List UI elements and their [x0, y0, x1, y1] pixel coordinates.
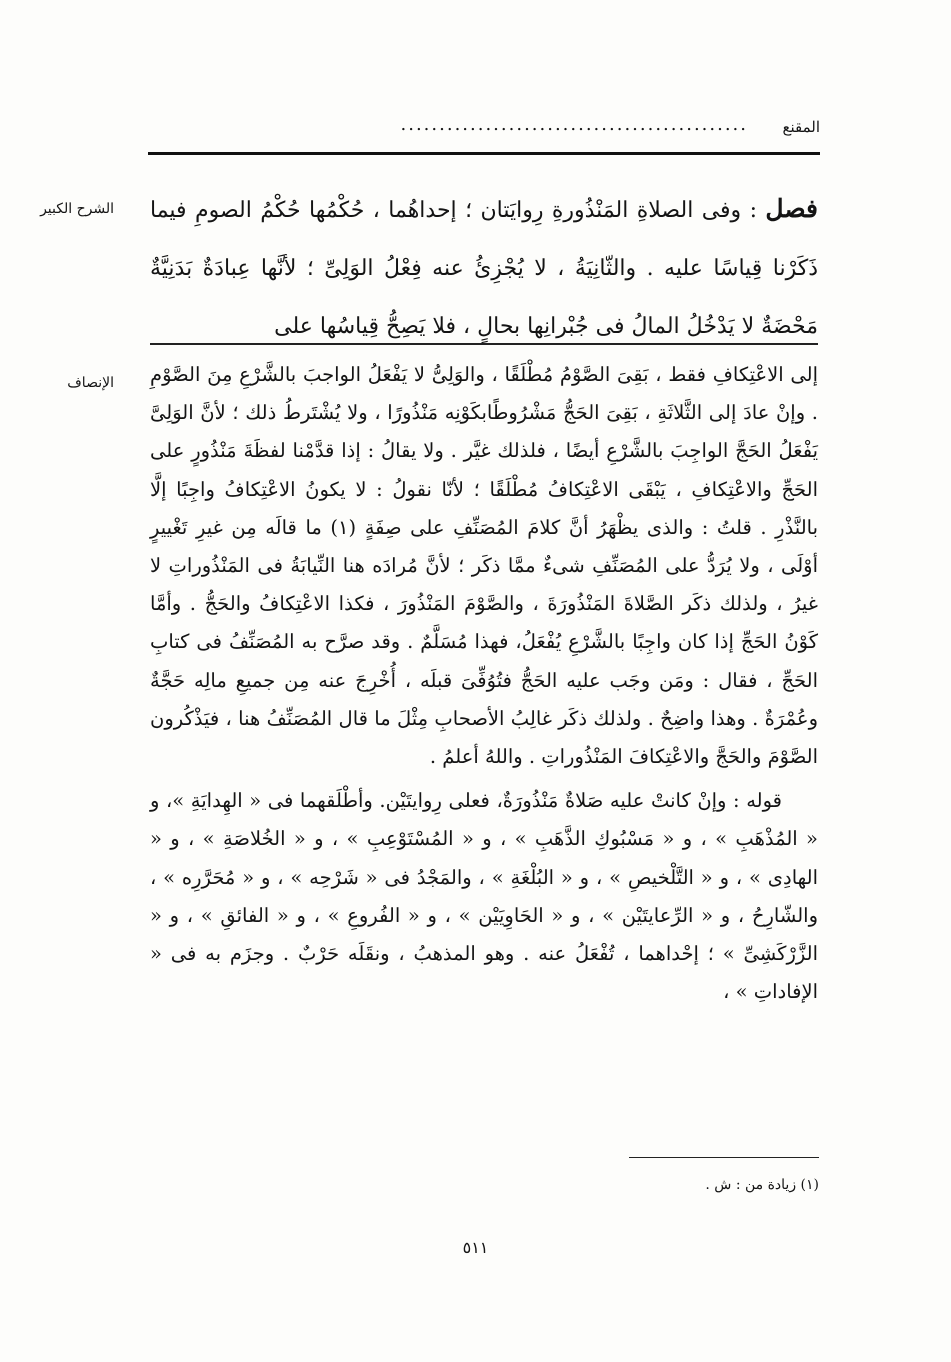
- insaf-paragraph-1: إلى الاعْتِكافِ فقط ، بَقِىَ الصَّوْمُ مُطْلَقًا ، والوَلِىُّ لا يَفْعَلُ الواجبَ بالشَّرْعِ مِنَ الصَّوْمِ . وإنْ عادَ إلى الثَّلاثَةِ ، بَقِىَ الحَجُّ مَشْرُوطًابكَوْنِه مَنْذُورًا ، ولا يُشْتَرطُ ذلك ؛ لأنَّ الوَلِىَّ يَفْعَلُ الحَجَّ الواجِبَ بالشَّرْعِ أيضًا ، فلذلك غيَّر . ولا يقالُ : إذا قدَّمْنا لفظَةَ مَنْذُورٍ على الحَجِّ والاعْتِكافِ ، يَبْقَى الاعْتِكافُ مُطْلَقًا ؛ لأنّا نقولُ : لا يكونُ الاعْتِكافُ واجِبًا إلَّا بالنَّذْرِ . قلتُ : والذى يظْهَرُ أنَّ كلامَ المُصَنِّفِ على صِفَةٍ (١) ما قالَه مِن غيرِ تَغْييرٍ أوْلَى ، ولا يُرَدُّ على المُصَنِّفِ شىءٌ ممَّا ذكَر ؛ لأنَّ مُرادَه هنا النِّيابَةُ فى المَنْذُوراتِ لا غيرُ ، ولذلك ذكَر الصَّلاةَ المَنْذُورَةَ ، والصَّوْمَ المَنْذُورَ ، فكذا الاعْتِكافُ والحَجُّ . وأمَّا كَوْنُ الحَجِّ إذا كان واجِبًا بالشَّرْعِ يُفْعَلُ، فهذا مُسَلَّمٌ . وقد صرَّح به المُصَنِّفُ فى كتابِ الحَجِّ ، فقال : ومَن وجَب عليه الحَجُّ فتُوُفِّىَ قبلَه ، أُخْرِجَ عنه مِن جميعِ مالِه حَجَّةٌ وعُمْرَةٌ . وهذا واضِحٌ . ولذلك ذكَر غالِبُ الأصحابِ مِثْلَ ما قال المُصَنِّفُ هنا ، فيَذْكُرون الصَّوْمَ والحَجَّ والاعْتِكافَ المَنْذُوراتِ . واللهُ أعلمُ .: [150, 363, 819, 769]
- side-label-sharh: الشرح الكبير: [40, 201, 114, 217]
- section-heading: فصل: [765, 194, 818, 223]
- footnote: (١) زيادة من : ش .: [705, 1177, 819, 1193]
- side-label-insaf: الإنصاف: [67, 375, 114, 391]
- page-number: ٥١١: [462, 1238, 489, 1257]
- running-head-dots: .............................................: [400, 114, 748, 135]
- insaf-text-block: [150, 356, 818, 1011]
- running-head: [60, 112, 820, 142]
- footnote-rule: [629, 1157, 819, 1158]
- sharh-text: : وفى الصلاةِ المَنْذُورةِ رِوايَتان ؛ إحداهُما ، حُكْمُها حُكْمُ الصومِ فيما ذَكَرْنا قِياسًا عليه . والثّانِيَةُ ، لا يُجْزِئُ عنه فِعْلُ الوَلِىِّ ؛ لأنَّها عِبادَةٌ بَدَنِيَّةٌ مَحْضَةٌ لا يَدْخُلُ المالُ فى جُبْرانِها بحالٍ ، فلا يَصِحُّ قِياسُها على: [150, 198, 818, 339]
- section-divider: [150, 343, 818, 345]
- running-head-label: المقنع: [782, 118, 820, 136]
- sharh-text-block: [150, 180, 818, 356]
- header-rule: [148, 152, 820, 155]
- insaf-paragraph-2: قوله : وإنْ كانتْ عليه صَلاةٌ مَنْذُورَةٌ، فعلى رِوايتَيْن. وأطْلَقهما فى « الهِدايَةِ »، و « المُذْهَبِ » ، و « مَسْبُوكِ الذَّهَبِ » ، و « المُسْتَوْعِبِ » ، و « الخُلاصَةِ » ، و « الهادِى » ، و « التَّلْخيصِ » ، و « البُلْغَةِ » ، والمَجْدُ فى « شَرْحِه » ، و « مُحَرَّرِه » ، والشّارِحُ ، و « الرِّعايتَيْن » ، و « الحَاوِيَيْن » ، و « الفُروعِ » ، و « الفائقِ » ، و « الزَّرْكَشِىِّ » ؛ إحْداهما ، تُفْعَلُ عنه . وهو المذهبُ ، ونقَلَه حَرْبٌ . وجزَم به فى « الإفاداتِ » ،: [150, 789, 818, 1004]
